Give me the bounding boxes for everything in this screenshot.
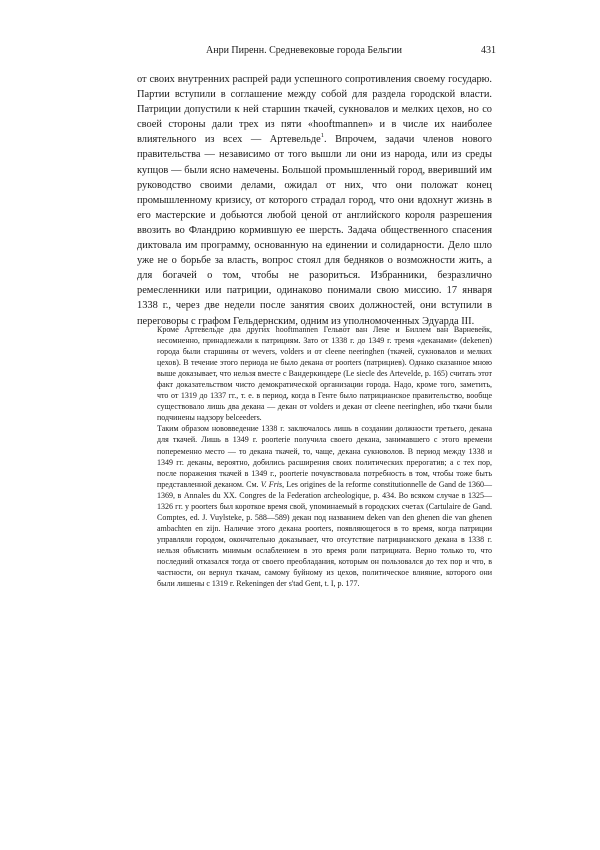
footnote-author-name: V. Fris bbox=[260, 479, 283, 489]
running-title: Анри Пиренн. Средневековые города Бельгии bbox=[206, 45, 402, 56]
main-paragraph bbox=[137, 72, 492, 329]
footnote-text-start: Таким образом нововведение 1338 г. заключалось лишь в создании должности третьего, декана для ткачей. Лишь в 1349 г. poorterie получила своего декана, занимавшего с этого времени попеременно место — то декана ткачей, то, чаще, декана сукноволов. В период между 1338 и 1349 гг. деканы, вероятно, добились расширения своих политических прерогатив; а с тех пор, после поражения ткачей в 1349 г., poorterie почувствовала потребность в том, чтобы тоже быть представленной деканом. См. bbox=[157, 424, 492, 489]
footnote-reference: 1 bbox=[320, 132, 324, 140]
page-number: 431 bbox=[481, 45, 496, 56]
paragraph-text-start: от своих внутренних распрей ради успешного сопротивления своему государю. Партии вступили в соглашение между собой для раздела городской власти. Патриции допустили к ней старшин ткачей, сукновалов и мелких цехов, но со своей стороны дали трех из пяти «hooftmannen» и в числе их наиболее влиятельного из всех — Артевельде bbox=[137, 74, 492, 146]
footnote-paragraph-1: Кроме Артевельде два других hooftmannen Гельвот ван Лене и Биллем ван Варневейк, несомненно, принадлежали к патрициям. Зато от 1338 г. до 1349 г. тремя «деканами» (dekenen) города были старшины от wevers, volders и от cleene neeringhen (ткачей, сукновалов и мелких цехов). В течение этого периода не было декана от poorters (патрициев). Однако сказанное мною выше доказывает, что нельзя вместе с Вандеркиндере (Le siecle des Artevelde, p. 165) считать этот факт доказательством чисто демократической организации города. Надо, кроме того, заметить, что от 1319 до 1337 гг., т. е. в период, когда в Генте было патрицианское правительство, вообще существовало лишь два декана — декан от volders и декан от cleene neeringhen, ибо ткачи были подчинены надзору belceeders. bbox=[157, 325, 492, 423]
footnotes bbox=[157, 324, 492, 589]
paragraph-text-end: . Впрочем, задачи членов нового правительства — независимо от того вышли ли они из народа, или из среды купцов — были ясно намечены. Большой промышленный город, вверивший им руководство своими делами, ожидал от них, что они положат конец промышленному кризису, от которого страдал город, что они вдохнут жизнь в его мастерские и добьются любой ценой от английского короля разрешения ввозить во Фландрию кормившую ее шерсть. Задача общественного спасения диктовала им программу, основанную на единении и солидарности. Дело шло уже не о борьбе за власть, вопрос стоял для бедняков о возможности жить, а для богачей о том, чтобы не разориться. Избранники, безразлично ремесленники или патриции, одинаково понимали свою миссию. 17 января 1338 г., через две недели после занятия своих должностей, они вступили в переговоры с графом Гельдернским, одним из уполномоченных Эдуарда III. bbox=[137, 134, 492, 327]
footnote-paragraph-2 bbox=[157, 423, 492, 589]
running-head bbox=[206, 44, 496, 58]
footnote-text-end: , Les origines de la reforme constitutionnelle de Gand de 1360—1369, в Annales du XX. Congres de la Federation archeologique, p. 434. Во всяком случае в 1325—1326 гг. у poorters был короткое время свой, упоминаемый в городских счетах (Cartulaire de Gand. Comptes, ed. J. Vuylsteke, p. 588—589) декан под названием deken van den ghenen die van ghenen ambachten en zijn. Наличие этого декана poorters, появляющегося в то время, когда патриции управляли городом, окончательно доказывает, что отсутствие патрицианского декана в 1338 г. нельзя объяснить мнимым ослаблением в это время роли патрициата. Верно только то, что последний отказался тогда от своего преобладания, которым он пользовался до тех пор и что, в частности, он вернул ткачам, самому буйному из цехов, политическое влияние, которого они были лишены с 1319 г. Rekeningen der s'tad Gent, t. I, p. 177. bbox=[157, 479, 493, 589]
